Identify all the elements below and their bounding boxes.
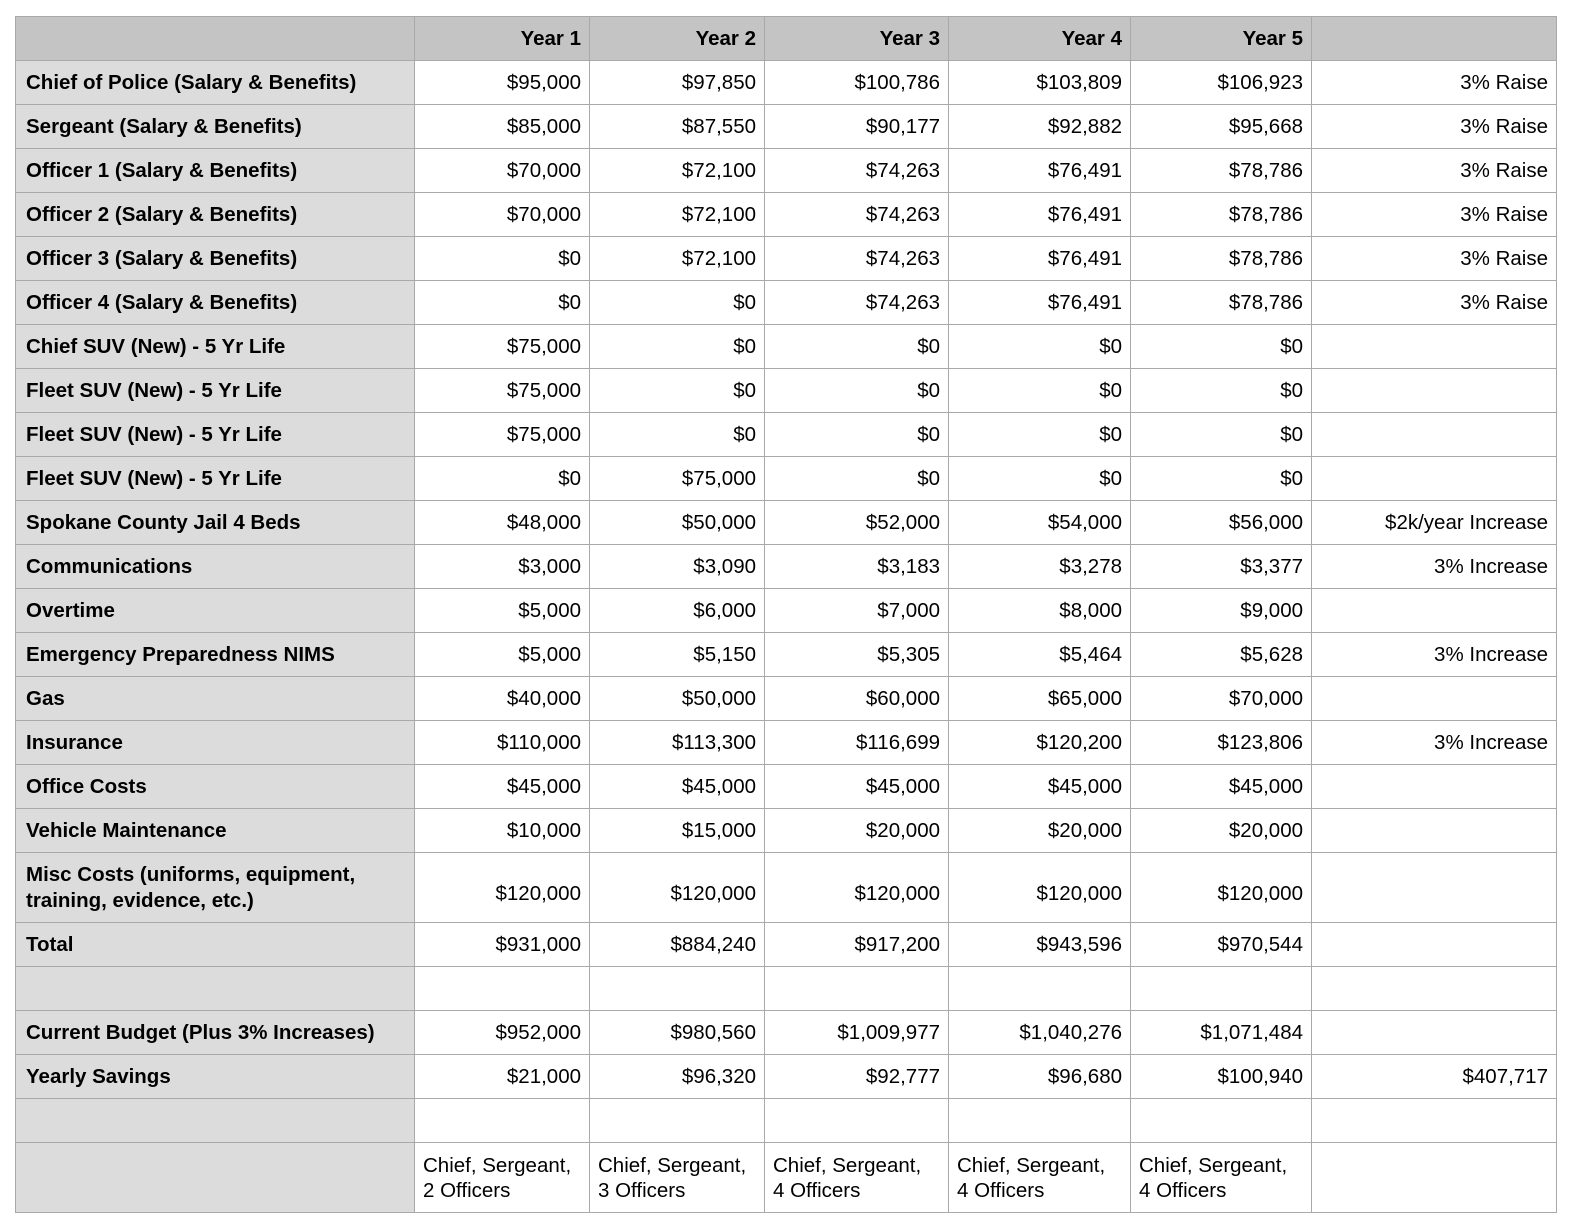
year-3-value: $5,305 bbox=[765, 633, 949, 677]
year-1-staffing bbox=[415, 1143, 590, 1213]
budget-table bbox=[15, 16, 1557, 1213]
row-label: Officer 3 (Salary & Benefits) bbox=[16, 237, 415, 281]
row-note bbox=[1312, 677, 1557, 721]
year-3-value: $0 bbox=[765, 457, 949, 501]
year-2-header: Year 2 bbox=[590, 17, 765, 61]
year-5-value: $95,668 bbox=[1131, 105, 1312, 149]
year-5-value: $0 bbox=[1131, 369, 1312, 413]
year-4-value: $0 bbox=[949, 369, 1131, 413]
year-5-value: $78,786 bbox=[1131, 281, 1312, 325]
year-4-value: $5,464 bbox=[949, 633, 1131, 677]
year-5-value: $970,544 bbox=[1131, 923, 1312, 967]
year-4-value: $54,000 bbox=[949, 501, 1131, 545]
year-2-value bbox=[590, 1099, 765, 1143]
year-5-value: $120,000 bbox=[1131, 853, 1312, 923]
year-3-value: $1,009,977 bbox=[765, 1011, 949, 1055]
year-5-value: $9,000 bbox=[1131, 589, 1312, 633]
row-note bbox=[1312, 1011, 1557, 1055]
table-row bbox=[16, 369, 1557, 413]
year-2-value: $3,090 bbox=[590, 545, 765, 589]
staffing-line: 4 Officers bbox=[773, 1178, 861, 1202]
year-2-value: $0 bbox=[590, 413, 765, 457]
year-2-value: $15,000 bbox=[590, 809, 765, 853]
year-3-header: Year 3 bbox=[765, 17, 949, 61]
table-row bbox=[16, 149, 1557, 193]
year-1-value: $70,000 bbox=[415, 193, 590, 237]
year-2-value bbox=[590, 967, 765, 1011]
row-label bbox=[16, 967, 415, 1011]
year-3-value: $52,000 bbox=[765, 501, 949, 545]
year-2-value: $50,000 bbox=[590, 677, 765, 721]
year-4-value: $103,809 bbox=[949, 61, 1131, 105]
year-3-value: $100,786 bbox=[765, 61, 949, 105]
year-4-value: $76,491 bbox=[949, 193, 1131, 237]
row-label: Office Costs bbox=[16, 765, 415, 809]
year-5-value: $0 bbox=[1131, 457, 1312, 501]
row-label: Gas bbox=[16, 677, 415, 721]
year-3-value: $74,263 bbox=[765, 149, 949, 193]
row-label: Vehicle Maintenance bbox=[16, 809, 415, 853]
row-note bbox=[1312, 325, 1557, 369]
notes-header bbox=[1312, 17, 1557, 61]
year-3-value bbox=[765, 1099, 949, 1143]
year-4-value: $943,596 bbox=[949, 923, 1131, 967]
year-3-value: $90,177 bbox=[765, 105, 949, 149]
year-2-value: $5,150 bbox=[590, 633, 765, 677]
table-row bbox=[16, 237, 1557, 281]
year-1-value: $120,000 bbox=[415, 853, 590, 923]
staffing-line: 3 Officers bbox=[598, 1178, 686, 1202]
table-row bbox=[16, 967, 1557, 1011]
table-row bbox=[16, 1011, 1557, 1055]
staffing-label bbox=[16, 1143, 415, 1213]
row-note bbox=[1312, 853, 1557, 923]
table-row bbox=[16, 61, 1557, 105]
row-label: Total bbox=[16, 923, 415, 967]
table-row bbox=[16, 923, 1557, 967]
row-note bbox=[1312, 369, 1557, 413]
year-5-value: $56,000 bbox=[1131, 501, 1312, 545]
table-row bbox=[16, 765, 1557, 809]
year-4-header: Year 4 bbox=[949, 17, 1131, 61]
year-5-value: $20,000 bbox=[1131, 809, 1312, 853]
table-row bbox=[16, 633, 1557, 677]
year-2-value: $980,560 bbox=[590, 1011, 765, 1055]
row-label: Overtime bbox=[16, 589, 415, 633]
year-5-value: $1,071,484 bbox=[1131, 1011, 1312, 1055]
year-4-staffing bbox=[949, 1143, 1131, 1213]
year-2-value: $75,000 bbox=[590, 457, 765, 501]
table-row bbox=[16, 545, 1557, 589]
year-4-value: $45,000 bbox=[949, 765, 1131, 809]
table-row bbox=[16, 325, 1557, 369]
staffing-line: Chief, Sergeant, bbox=[598, 1153, 747, 1177]
table-row bbox=[16, 1055, 1557, 1099]
row-label bbox=[16, 1099, 415, 1143]
year-2-staffing bbox=[590, 1143, 765, 1213]
year-2-value: $87,550 bbox=[590, 105, 765, 149]
year-5-value: $100,940 bbox=[1131, 1055, 1312, 1099]
corner-cell bbox=[16, 17, 415, 61]
header-row bbox=[16, 17, 1557, 61]
row-note: 3% Increase bbox=[1312, 633, 1557, 677]
staffing-note bbox=[1312, 1143, 1557, 1213]
row-note: 3% Raise bbox=[1312, 237, 1557, 281]
year-2-value: $6,000 bbox=[590, 589, 765, 633]
year-3-value: $0 bbox=[765, 369, 949, 413]
year-2-value: $72,100 bbox=[590, 149, 765, 193]
year-1-value: $85,000 bbox=[415, 105, 590, 149]
table-row bbox=[16, 281, 1557, 325]
year-4-value: $0 bbox=[949, 325, 1131, 369]
year-1-value: $0 bbox=[415, 457, 590, 501]
year-5-value: $0 bbox=[1131, 413, 1312, 457]
year-5-value: $123,806 bbox=[1131, 721, 1312, 765]
year-5-value: $45,000 bbox=[1131, 765, 1312, 809]
year-2-value: $50,000 bbox=[590, 501, 765, 545]
year-3-value: $0 bbox=[765, 413, 949, 457]
row-note: $407,717 bbox=[1312, 1055, 1557, 1099]
staffing-line: 2 Officers bbox=[423, 1178, 511, 1202]
year-1-value bbox=[415, 1099, 590, 1143]
year-4-value: $0 bbox=[949, 457, 1131, 501]
staffing-line: Chief, Sergeant, bbox=[1139, 1153, 1288, 1177]
year-1-value: $952,000 bbox=[415, 1011, 590, 1055]
row-note: 3% Raise bbox=[1312, 193, 1557, 237]
staffing-line: Chief, Sergeant, bbox=[957, 1153, 1106, 1177]
year-4-value: $92,882 bbox=[949, 105, 1131, 149]
year-1-value: $5,000 bbox=[415, 633, 590, 677]
row-note bbox=[1312, 413, 1557, 457]
row-label: Current Budget (Plus 3% Increases) bbox=[16, 1011, 415, 1055]
year-1-value: $110,000 bbox=[415, 721, 590, 765]
year-5-value: $106,923 bbox=[1131, 61, 1312, 105]
year-5-value: $70,000 bbox=[1131, 677, 1312, 721]
row-label: Officer 1 (Salary & Benefits) bbox=[16, 149, 415, 193]
year-3-value: $116,699 bbox=[765, 721, 949, 765]
year-3-value: $0 bbox=[765, 325, 949, 369]
table-row bbox=[16, 721, 1557, 765]
year-1-value: $931,000 bbox=[415, 923, 590, 967]
year-5-value: $0 bbox=[1131, 325, 1312, 369]
year-3-value: $120,000 bbox=[765, 853, 949, 923]
table-row bbox=[16, 193, 1557, 237]
year-4-value: $120,200 bbox=[949, 721, 1131, 765]
year-5-value: $78,786 bbox=[1131, 193, 1312, 237]
table-row bbox=[16, 677, 1557, 721]
row-note bbox=[1312, 923, 1557, 967]
year-4-value: $8,000 bbox=[949, 589, 1131, 633]
year-1-value: $75,000 bbox=[415, 413, 590, 457]
row-label: Insurance bbox=[16, 721, 415, 765]
year-4-value: $1,040,276 bbox=[949, 1011, 1131, 1055]
row-note: 3% Raise bbox=[1312, 61, 1557, 105]
year-3-value: $60,000 bbox=[765, 677, 949, 721]
row-note bbox=[1312, 589, 1557, 633]
year-2-value: $72,100 bbox=[590, 193, 765, 237]
year-1-value: $0 bbox=[415, 281, 590, 325]
year-4-value: $0 bbox=[949, 413, 1131, 457]
year-1-value: $75,000 bbox=[415, 369, 590, 413]
year-1-value: $45,000 bbox=[415, 765, 590, 809]
row-label: Emergency Preparedness NIMS bbox=[16, 633, 415, 677]
year-2-value: $72,100 bbox=[590, 237, 765, 281]
year-5-value: $78,786 bbox=[1131, 237, 1312, 281]
year-2-value: $96,320 bbox=[590, 1055, 765, 1099]
year-1-value: $95,000 bbox=[415, 61, 590, 105]
row-note: $2k/year Increase bbox=[1312, 501, 1557, 545]
year-5-value: $5,628 bbox=[1131, 633, 1312, 677]
row-label: Yearly Savings bbox=[16, 1055, 415, 1099]
year-2-value: $0 bbox=[590, 369, 765, 413]
row-note: 3% Raise bbox=[1312, 281, 1557, 325]
year-4-value: $96,680 bbox=[949, 1055, 1131, 1099]
row-label: Sergeant (Salary & Benefits) bbox=[16, 105, 415, 149]
year-5-value: $3,377 bbox=[1131, 545, 1312, 589]
row-label: Chief of Police (Salary & Benefits) bbox=[16, 61, 415, 105]
year-4-value: $20,000 bbox=[949, 809, 1131, 853]
year-1-value: $3,000 bbox=[415, 545, 590, 589]
year-2-value: $0 bbox=[590, 325, 765, 369]
row-note: 3% Increase bbox=[1312, 721, 1557, 765]
year-3-value: $74,263 bbox=[765, 237, 949, 281]
year-1-value: $10,000 bbox=[415, 809, 590, 853]
staffing-line: Chief, Sergeant, bbox=[423, 1153, 572, 1177]
year-2-value: $120,000 bbox=[590, 853, 765, 923]
row-note bbox=[1312, 809, 1557, 853]
table-row bbox=[16, 413, 1557, 457]
row-label: Officer 2 (Salary & Benefits) bbox=[16, 193, 415, 237]
year-4-value: $65,000 bbox=[949, 677, 1131, 721]
year-3-value: $20,000 bbox=[765, 809, 949, 853]
year-4-value: $3,278 bbox=[949, 545, 1131, 589]
budget-body bbox=[16, 61, 1557, 1213]
table-row bbox=[16, 853, 1557, 923]
table-row bbox=[16, 1099, 1557, 1143]
year-4-value bbox=[949, 1099, 1131, 1143]
table-row bbox=[16, 105, 1557, 149]
row-label: Fleet SUV (New) - 5 Yr Life bbox=[16, 413, 415, 457]
row-note bbox=[1312, 1099, 1557, 1143]
row-label: Misc Costs (uniforms, equipment, training, evidence, etc.) bbox=[16, 853, 415, 923]
row-note: 3% Raise bbox=[1312, 149, 1557, 193]
year-2-value: $97,850 bbox=[590, 61, 765, 105]
row-label: Fleet SUV (New) - 5 Yr Life bbox=[16, 369, 415, 413]
year-4-value: $120,000 bbox=[949, 853, 1131, 923]
row-note bbox=[1312, 457, 1557, 501]
year-3-value: $74,263 bbox=[765, 193, 949, 237]
row-label: Fleet SUV (New) - 5 Yr Life bbox=[16, 457, 415, 501]
row-note bbox=[1312, 967, 1557, 1011]
year-2-value: $884,240 bbox=[590, 923, 765, 967]
year-3-value bbox=[765, 967, 949, 1011]
year-3-value: $3,183 bbox=[765, 545, 949, 589]
table-row bbox=[16, 457, 1557, 501]
row-label: Officer 4 (Salary & Benefits) bbox=[16, 281, 415, 325]
row-label: Communications bbox=[16, 545, 415, 589]
year-2-value: $0 bbox=[590, 281, 765, 325]
year-3-staffing bbox=[765, 1143, 949, 1213]
year-3-value: $74,263 bbox=[765, 281, 949, 325]
year-3-value: $45,000 bbox=[765, 765, 949, 809]
row-label: Chief SUV (New) - 5 Yr Life bbox=[16, 325, 415, 369]
year-1-value bbox=[415, 967, 590, 1011]
year-5-value bbox=[1131, 967, 1312, 1011]
year-4-value bbox=[949, 967, 1131, 1011]
table-row bbox=[16, 589, 1557, 633]
year-1-value: $0 bbox=[415, 237, 590, 281]
year-5-value: $78,786 bbox=[1131, 149, 1312, 193]
staffing-row bbox=[16, 1143, 1557, 1213]
row-label: Spokane County Jail 4 Beds bbox=[16, 501, 415, 545]
year-3-value: $917,200 bbox=[765, 923, 949, 967]
year-1-value: $75,000 bbox=[415, 325, 590, 369]
staffing-line: 4 Officers bbox=[1139, 1178, 1227, 1202]
year-4-value: $76,491 bbox=[949, 281, 1131, 325]
table-row bbox=[16, 809, 1557, 853]
table-row bbox=[16, 501, 1557, 545]
year-1-value: $21,000 bbox=[415, 1055, 590, 1099]
row-note: 3% Increase bbox=[1312, 545, 1557, 589]
staffing-line: 4 Officers bbox=[957, 1178, 1045, 1202]
year-1-value: $48,000 bbox=[415, 501, 590, 545]
year-1-value: $5,000 bbox=[415, 589, 590, 633]
year-1-header: Year 1 bbox=[415, 17, 590, 61]
year-2-value: $113,300 bbox=[590, 721, 765, 765]
row-note bbox=[1312, 765, 1557, 809]
year-2-value: $45,000 bbox=[590, 765, 765, 809]
year-4-value: $76,491 bbox=[949, 237, 1131, 281]
year-5-staffing bbox=[1131, 1143, 1312, 1213]
year-3-value: $7,000 bbox=[765, 589, 949, 633]
year-1-value: $40,000 bbox=[415, 677, 590, 721]
staffing-line: Chief, Sergeant, bbox=[773, 1153, 922, 1177]
year-4-value: $76,491 bbox=[949, 149, 1131, 193]
year-5-header: Year 5 bbox=[1131, 17, 1312, 61]
row-note: 3% Raise bbox=[1312, 105, 1557, 149]
year-3-value: $92,777 bbox=[765, 1055, 949, 1099]
year-1-value: $70,000 bbox=[415, 149, 590, 193]
year-5-value bbox=[1131, 1099, 1312, 1143]
